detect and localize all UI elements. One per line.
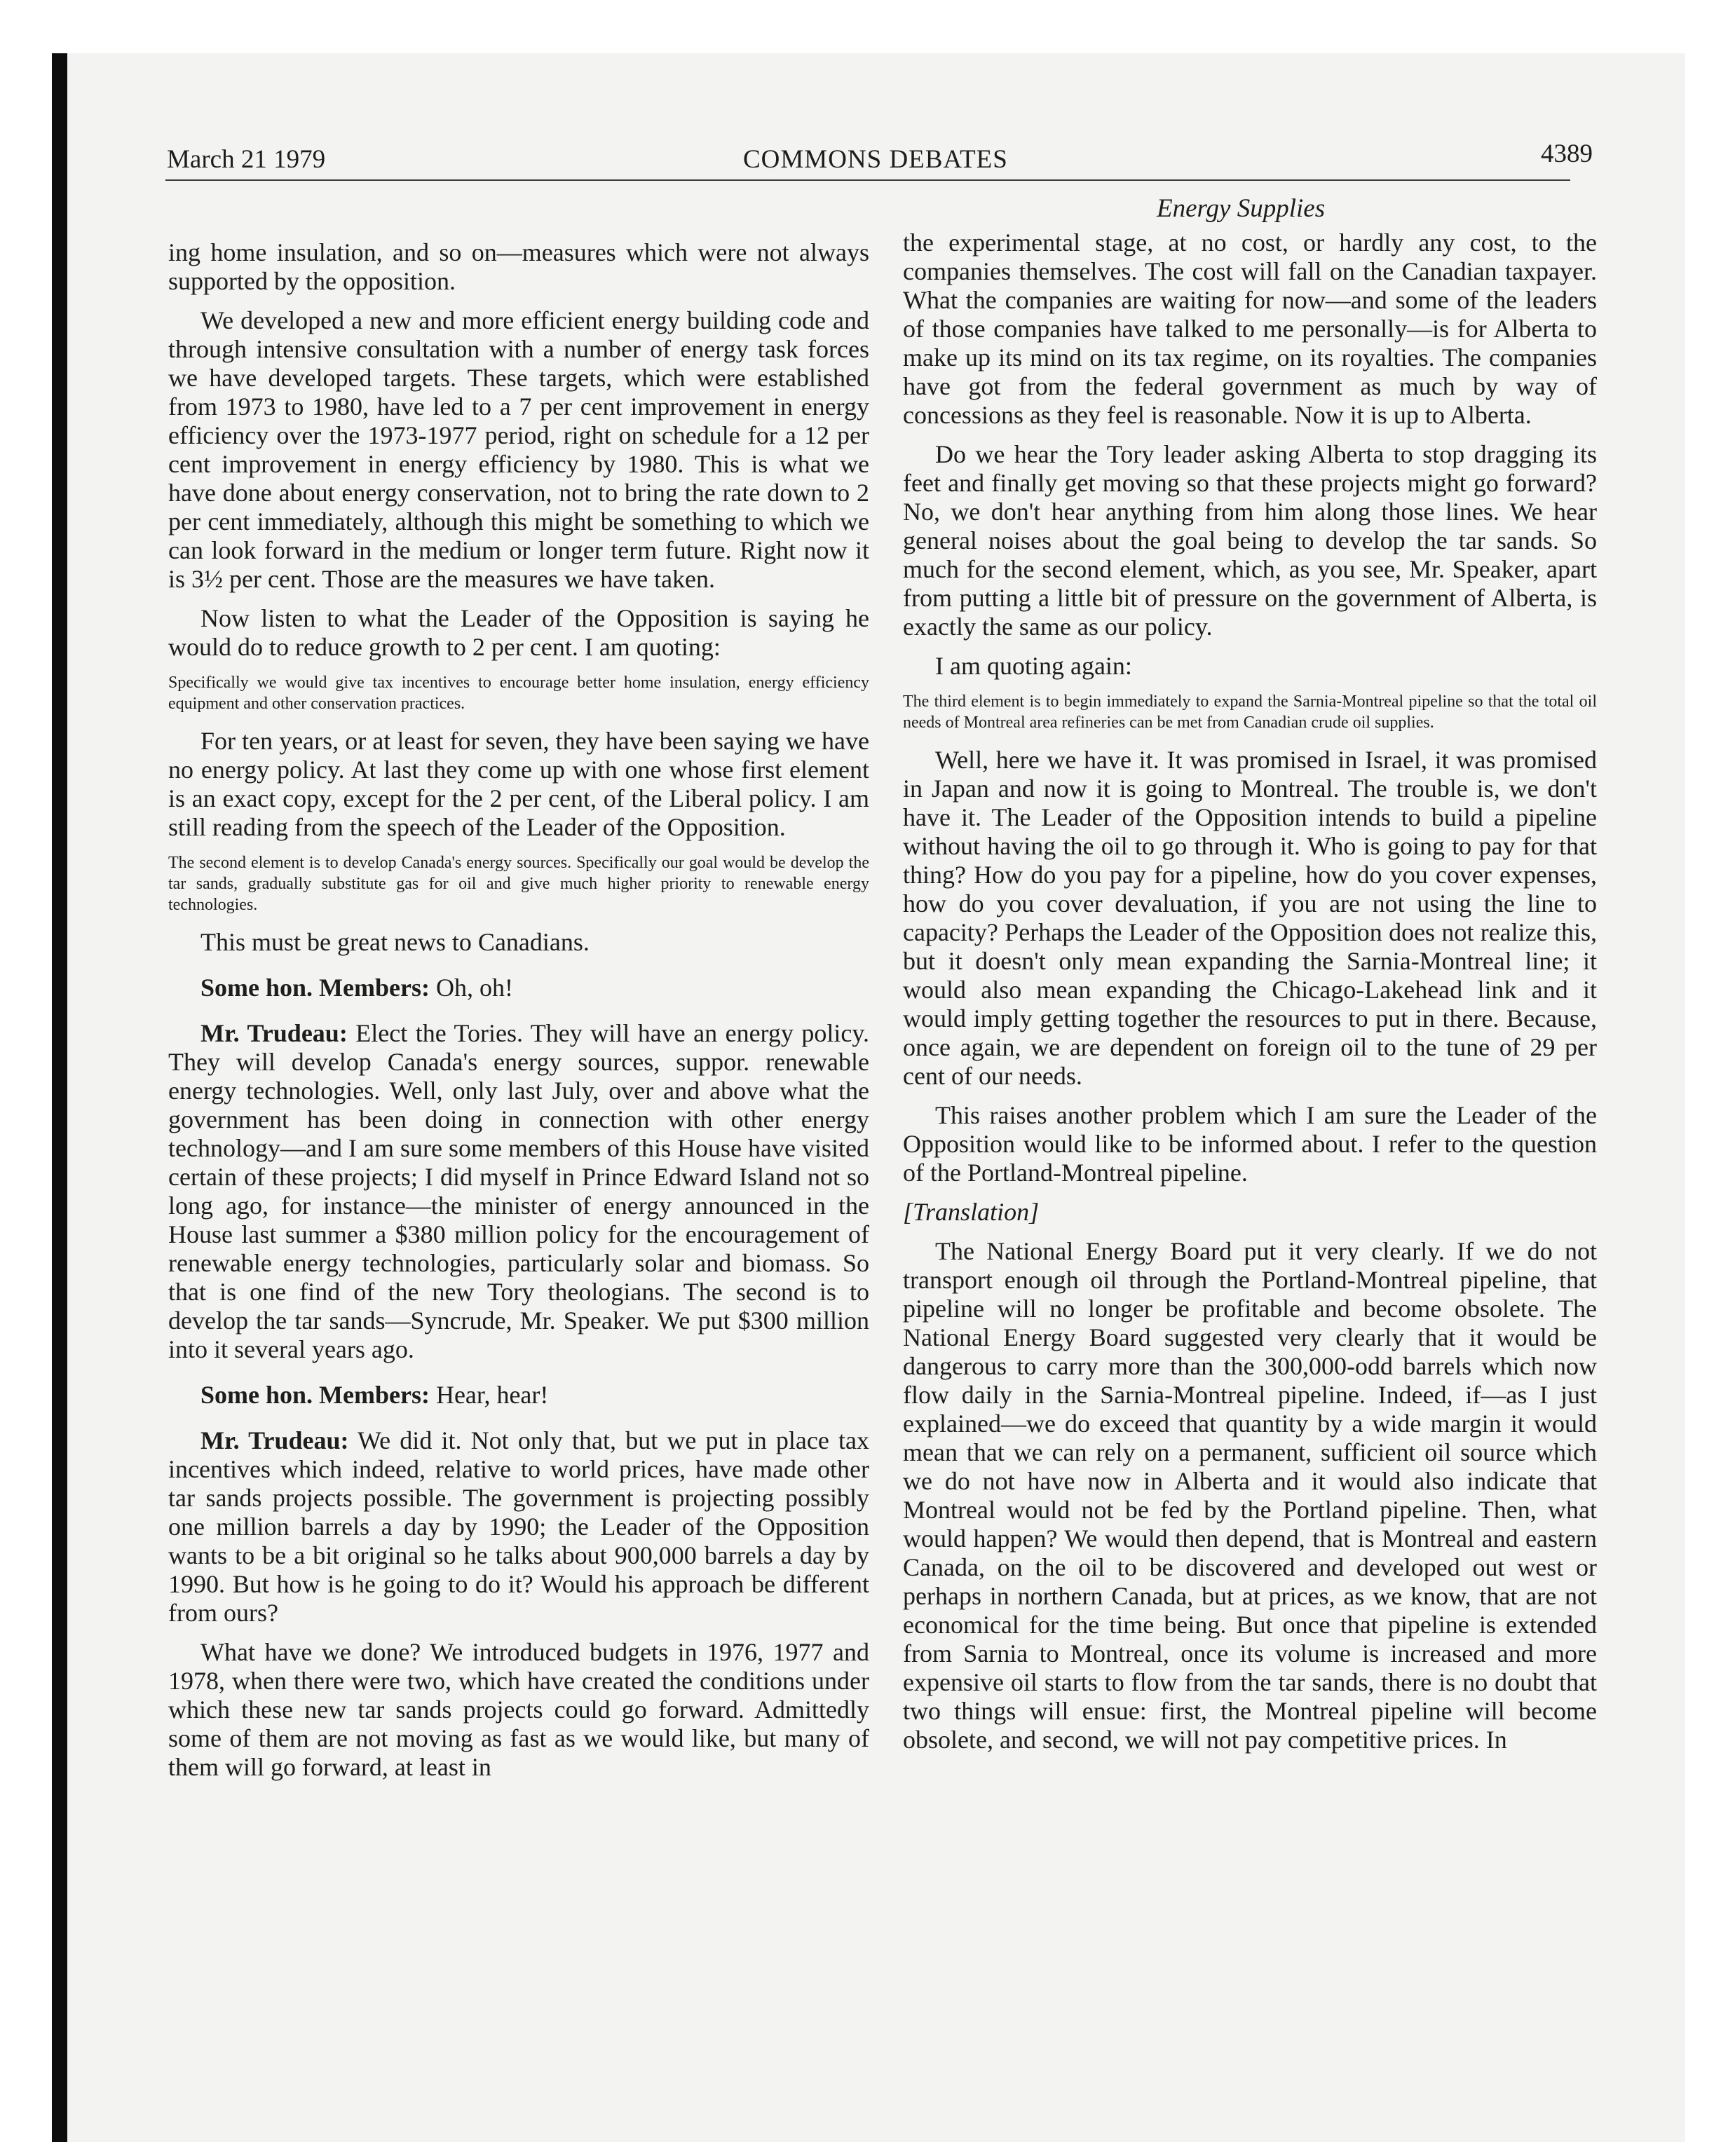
block-quote: Specifically we would give tax incentives to encourage better home insulation, energy efficiency equipment and other conservation practices. [168, 674, 869, 713]
right-column [903, 228, 1597, 1765]
block-quote: The third element is to begin immediately to expand the Sarnia-Montreal pipeline so that the total oil needs of Montreal area refineries can be met from Canadian crude oil supplies. [903, 692, 1597, 732]
paragraph: ing home insulation, and so on—measures which were not always supported by the opposition. [168, 238, 869, 295]
paragraph: I am quoting again: [935, 652, 1132, 680]
header-rule [165, 179, 1570, 181]
paragraph: Now listen to what the Leader of the Opposition is saying he would do to reduce growth to 2 per cent. I am quoting: [168, 604, 869, 661]
speaker-text: Oh, oh! [429, 974, 513, 1002]
speaker-name: Some hon. Members: [200, 974, 430, 1002]
header-publication-title: COMMONS DEBATES [743, 145, 1008, 174]
header-date: March 21 1979 [167, 145, 326, 174]
paragraph: Well, here we have it. It was promised in Israel, it was promised in Japan and now it is going to Montreal. The trouble is, we don't have it. The Leader of the Opposition intends to build a pipeline without having the oil to go through it. Who is going to pay for that thing? How do you pay for a pipeline, how do you cover expenses, how do you cover devaluation, if you are not using the line to capacity? Perhaps the Leader of the Opposition does not realize this, but it doesn't only mean expanding the Sarnia-Montreal line; it would also mean expanding the Chicago-Lakehead link and it would imply getting together the resources to put in there. Because, once again, we are dependent on foreign oil to the tune of 29 per cent of our needs. [903, 746, 1597, 1090]
paragraph: This must be great news to Canadians. [200, 928, 590, 956]
translation-marker: [Translation] [903, 1198, 1040, 1226]
speaker-name: Some hon. Members: [200, 1381, 430, 1409]
speaker-name: Mr. Trudeau: [200, 1019, 348, 1047]
scan-binding-edge [52, 53, 67, 2142]
paragraph: The National Energy Board put it very clearly. If we do not transport enough oil through the Portland-Montreal pipeline, that pipeline will no longer be profitable and become obsolete. The National Energy Board suggested very clearly that it would be dangerous to carry more than the 300,000-odd barrels which now flow daily in the Sarnia-Montreal pipeline. Indeed, if—as I just explained—we do exceed that quantity by a wide margin it would mean that we can rely on a permanent, sufficient oil source which we do not have now in Alberta and it would also indicate that Montreal would not be fed by the Portland pipeline. Then, what would happen? We would then depend, that is Montreal and eastern Canada, on the oil to be discovered and developed out west or perhaps in northern Canada, but at prices, as we know, that are not economical for the time being. But once that pipeline is extended from Sarnia to Montreal, once its volume is increased and more expensive oil starts to flow from the tar sands, there is no doubt that two things will ensue: first, the Montreal pipeline will become obsolete, and second, we will not pay competitive prices. In [903, 1237, 1597, 1754]
paragraph: Do we hear the Tory leader asking Alberta to stop dragging its feet and finally get moving so that these projects might go forward? No, we don't hear anything from him along those lines. We hear general noises about the goal being to develop the tar sands. So much for the second element, which, as you see, Mr. Speaker, apart from putting a little bit of pressure on the government of Alberta, is exactly the same as our policy. [903, 440, 1597, 641]
section-title: Energy Supplies [1157, 194, 1326, 223]
speaker-intervention [168, 974, 869, 1002]
speaker-intervention [168, 1019, 869, 1364]
speaker-text: Hear, hear! [429, 1381, 549, 1409]
paragraph: the experimental stage, at no cost, or hardly any cost, to the companies themselves. The cost will fall on the Canadian taxpayer. What the companies are waiting for now—and some of the leaders of those companies have talked to me personally—is for Alberta to make up its mind on its tax regime, on its royalties. The companies have got from the federal government as much by way of concessions as they feel is reasonable. Now it is up to Alberta. [903, 228, 1597, 429]
header-page-number: 4389 [1541, 139, 1593, 168]
paragraph: For ten years, or at least for seven, they have been saying we have no energy policy. At last they come up with one whose first element is an exact copy, except for the 2 per cent, of the Liberal policy. I am still reading from the speech of the Leader of the Opposition. [168, 727, 869, 841]
paragraph: We developed a new and more efficient energy building code and through intensive consultation with a number of energy task forces we have developed targets. These targets, which were established from 1973 to 1980, have led to a 7 per cent improvement in energy efficiency over the 1973-1977 period, right on schedule for a 12 per cent improvement in energy efficiency by 1980. This is what we have done about energy conservation, not to bring the rate down to 2 per cent immediately, although this might be something to which we can look forward in the medium or longer term future. Right now it is 3½ per cent. Those are the measures we have taken. [168, 306, 869, 593]
left-column [168, 238, 869, 1792]
paragraph: This raises another problem which I am sure the Leader of the Opposition would like to be informed about. I refer to the question of the Portland-Montreal pipeline. [903, 1101, 1597, 1187]
speaker-name: Mr. Trudeau: [200, 1426, 349, 1454]
speaker-intervention [168, 1426, 869, 1628]
speaker-text: Elect the Tories. They will have an energy policy. They will develop Canada's energy sources, suppor. renewable energy technologies. Well, only last July, over and above what the government has been doing in connection with other energy technology—and I am sure some members of this House have visited certain of these projects; I did myself in Prince Edward Island not so long ago, for instance—the minister of energy announced in the House last summer a $380 million policy for the encouragement of renewable energy technologies, particularly solar and biomass. So that is one find of the new Tory theologians. The second is to develop the tar sands—Syncrude, Mr. Speaker. We put $300 million into it several years ago. [168, 1019, 869, 1363]
block-quote: The second element is to develop Canada's energy sources. Specifically our goal would be develop the tar sands, gradually substitute gas for oil and give much higher priority to renewable energy technologies. [168, 854, 869, 914]
speaker-text: We did it. Not only that, but we put in place tax incentives which indeed, relative to world prices, have made other tar sands projects possible. The government is projecting possibly one million barrels a day by 1990; the Leader of the Opposition wants to be a bit original so he talks about 900,000 barrels a day by 1990. But how is he going to do it? Would his approach be different from ours? [168, 1426, 869, 1627]
paragraph: What have we done? We introduced budgets in 1976, 1977 and 1978, when there were two, which have created the conditions under which these new tar sands projects could go forward. Admittedly some of them are not moving as fast as we would like, but many of them will go forward, at least in [168, 1638, 869, 1781]
speaker-intervention [168, 1381, 869, 1410]
